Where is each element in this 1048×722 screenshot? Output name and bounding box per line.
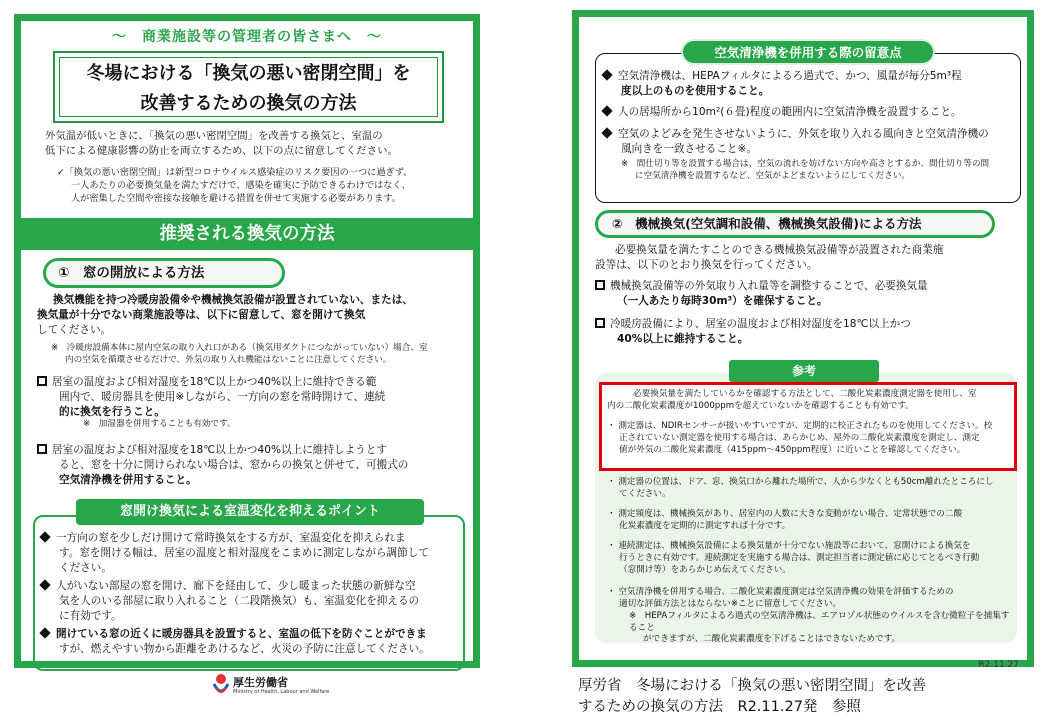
title-frame xyxy=(53,51,444,123)
point-2 xyxy=(41,579,465,623)
bullet-line: 機械換気設備等の外気取り入れ量等を調整することで、必要換気量 xyxy=(610,280,928,292)
section1-title: ① 窓の開放による方法 xyxy=(43,258,285,288)
ministry-emblem-icon xyxy=(211,672,231,698)
point-line: 開けている窓の近くに暖房器具を設置すると、室温の低下を防ぐことができま xyxy=(56,628,427,640)
ministry-logo xyxy=(211,672,331,706)
bullet-line: 40%以上に維持すること。 xyxy=(617,332,749,345)
checkbox-square-icon xyxy=(37,444,47,454)
point-line: す。窓を開ける幅は、居室の温度と相対湿度をこまめに測定しながら調節して xyxy=(59,546,429,559)
main-title-line: 改善するための換気の方法 xyxy=(140,93,357,114)
caption-line: 厚労省 冬場における「換気の悪い密閉空間」を改善 xyxy=(578,678,926,694)
point-1 xyxy=(41,531,465,575)
reference-line: 測定器は、NDIRセンサーが扱いやすいですが、定期的に校正されたものを使用してください。校 xyxy=(618,421,993,431)
section1-bullet-1 xyxy=(37,375,469,431)
greeting-heading: ～ 商業施設等の管理者の皆さまへ ～ xyxy=(112,29,382,45)
recommended-banner: 推奨される換気の方法 xyxy=(21,218,473,250)
point-line: 一方向の窓を少しだけ開けて常時換気をする方が、室温変化を抑えられま xyxy=(56,532,406,544)
intro-text xyxy=(45,129,465,159)
purifier-line: 空気清浄機は、HEPAフィルタによるろ過式で、かつ、風量が毎分5m³程 xyxy=(618,70,962,82)
reference-item-1: ・ 測定器は、NDIRセンサーが扱いやすいですが、定期的に校正されたものを使用してください。校 正されていない測定器を使用する場合は、あらかじめ、屋外の二酸化炭素濃度を測定し、測定 値が外気の二酸化炭素濃度（415ppm～450ppm程度）に近いことを確認してください。 xyxy=(607,421,1011,457)
reference-line: 正されていない測定器を使用する場合は、あらかじめ、屋外の二酸化炭素濃度を測定し、測定 xyxy=(619,432,980,443)
bullet-line: ると、窓を十分に開けられない場合は、窓からの換気と併せて、可搬式の xyxy=(59,458,409,471)
purifier-line: 人の居場所から10m²(６畳)程度の範囲内に空気清浄機を設置すること。 xyxy=(618,106,962,118)
bullet-line: （一人あたり毎時30m³）を確保すること。 xyxy=(617,294,828,307)
purifier-bullet-2 xyxy=(603,105,1021,120)
logo-subtext: Ministry of Health, Labour and Welfare xyxy=(233,689,330,695)
bullet-line: 冷暖房設備により、居室の温度および相対湿度を18℃以上かつ xyxy=(610,318,911,330)
reference-line: 必要換気量を満たしているかを確認する方法として、二酸化炭素濃度測定器を使用し、室 xyxy=(633,389,977,399)
reference-line: てください。 xyxy=(619,488,671,499)
section2-paragraph xyxy=(595,243,1025,273)
section1-footnote xyxy=(51,343,471,367)
point-line: 人がいない部屋の窓を開け、廊下を経由して、少し暖まった状態の新鮮な空 xyxy=(56,580,416,592)
bullet-line: 空気清浄機を併用すること。 xyxy=(59,473,197,486)
diamond-bullet-icon xyxy=(39,579,50,590)
diamond-bullet-icon xyxy=(601,105,612,116)
left-flyer xyxy=(14,14,480,668)
logo-text: 厚生労働省 xyxy=(233,676,288,689)
checkbox-square-icon xyxy=(37,376,47,386)
diamond-bullet-icon xyxy=(39,627,50,638)
purifier-footnote xyxy=(621,159,1019,183)
purifier-bullet-3 xyxy=(603,127,1021,157)
reference-title: 参考 xyxy=(729,360,879,382)
checkbox-square-icon xyxy=(595,280,605,290)
paragraph-line: 設等は、以下のとおり換気を行ってください。 xyxy=(595,258,818,271)
caption-line: するための換気の方法 R2.11.27発 参照 xyxy=(578,699,861,715)
footnote-line: に空気清浄機を設置するなど、空気がよどまないようにしてください。 xyxy=(635,170,911,181)
paragraph-line: 換気機能を持つ冷暖房設備※や機械換気設備が設置されていない、または、 xyxy=(53,294,413,306)
reference-line: （窓開け等）をあらかじめ伝えてください。 xyxy=(619,564,791,575)
reference-line: 測定器の位置は、ドア、窓、換気口から離れた場所で、人から少なくとも50cm離れたところにし xyxy=(618,477,994,487)
note-line: 一人あたりの必要換気量を満たすだけで、感染を確実に予防できるわけではなく、 xyxy=(71,180,411,192)
main-title-line: 冬場における「換気の悪い密閉空間」を xyxy=(86,63,411,84)
reference-line: 値が外気の二酸化炭素濃度（415ppm～450ppm程度）に近いことを確認してください。 xyxy=(619,444,966,455)
points-title: 窓開け換気による室温変化を抑えるポイント xyxy=(76,499,424,525)
reference-line: 測定頻度は、機械換気があり、居室内の人数に大きな変動がない場合、定常状態での二酸 xyxy=(618,509,963,519)
section2-bullet-1 xyxy=(595,279,1025,309)
note-line: 人が密集した空間や密接な接触を避ける措置を併せて実施する必要があります。 xyxy=(71,193,402,205)
reference-item-3: ・ 測定頻度は、機械換気があり、居室内の人数に大きな変動がない場合、定常状態での二酸 化炭素濃度を定期的に測定すれば十分です。 xyxy=(607,509,1011,533)
footnote-line: ※ 間仕切り等を設置する場合は、空気の流れを妨げない方向や高さとするか、間仕切り等の間 xyxy=(621,159,990,169)
diamond-bullet-icon xyxy=(601,69,612,80)
footnote-line: 内の空気を循環させるだけで、外気の取り入れ機能はないことに注意してください。 xyxy=(65,354,392,365)
bullet-footnote: ※ 加湿器を併用することも有効です。 xyxy=(83,419,236,430)
section1-bullet-2 xyxy=(37,443,469,487)
point-line: すが、燃えやすい物から距離をあけるなど、火災の予防に注意してください。 xyxy=(59,642,430,655)
reference-line: 内の二酸化炭素濃度が1000ppmを超えていないかを確認することも有効です。 xyxy=(607,400,914,411)
paragraph-line: してください。 xyxy=(37,323,112,336)
section1-paragraph xyxy=(37,293,467,337)
bullet-line: 居室の温度および相対湿度を18℃以上かつ40%以上に維持できる範 xyxy=(52,376,377,388)
checkbox-square-icon xyxy=(595,318,605,328)
point-line: 気を人のいる部屋に取り入れること（二段階換気）も、室温変化を抑えるの xyxy=(59,594,420,607)
main-title xyxy=(59,57,438,117)
point-line: ください。 xyxy=(59,561,112,574)
reference-item-5: ・ 空気清浄機を併用する場合、二酸化炭素濃度測定は空気清浄機の効果を評価するための 適切な評価方法とはならない※ことに留意してください。 ※ HEPAフィルタによるろ過式の空気清浄機は、エアロゾル状態のウイルスを含む微粒子を捕集すること ができますが、二酸化炭素濃度を下げることはできないためです。 xyxy=(607,587,1010,645)
reference-item-4: ・ 連続測定は、機械換気設備による換気量が十分でない施設等において、窓開けによる換気を 行うときに有効です。連続測定を実施する場合は、測定担当者に測定値に応じてとるべき行動 （窓開け等）をあらかじめ伝えてください。 xyxy=(607,541,1011,577)
reference-footnote: ※ HEPAフィルタによるろ過式の空気清浄機は、エアロゾル状態のウイルスを含む微粒子を捕集すること xyxy=(629,610,1010,633)
source-caption xyxy=(578,676,1038,718)
right-flyer xyxy=(572,10,1034,670)
purifier-line: 度以上のものを使用すること。 xyxy=(621,84,770,97)
footnote-line: ※ 冷暖房設備本体に屋内空気の取り入れ口がある（換気用ダクトにつながっていない）場合、室 xyxy=(51,343,428,353)
reference-footnote: ができますが、二酸化炭素濃度を下げることはできないためです。 xyxy=(643,634,901,645)
reference-lead xyxy=(607,389,1011,413)
paragraph-line: 換気量が十分でない商業施設等は、以下に留意して、窓を開けて換気 xyxy=(37,308,366,321)
bullet-line: 居室の温度および相対湿度を18℃以上かつ40%以上に維持しようとす xyxy=(52,444,387,456)
paragraph-line: 必要換気量を満たすことのできる機械換気設備等が設置された商業施 xyxy=(615,244,944,256)
point-line: に有効です。 xyxy=(59,609,122,622)
reference-line: 化炭素濃度を定期的に測定すれば十分です。 xyxy=(619,520,791,531)
intro-line: 低下による健康影響の防止を両立するため、以下の点に留意してください。 xyxy=(45,145,398,158)
diamond-bullet-icon xyxy=(39,531,50,542)
bullet-line: 囲内で、暖房器具を使用※しながら、一方向の窓を常時開けて、連続 xyxy=(59,390,386,403)
reference-item-2: ・ 測定器の位置は、ドア、窓、換気口から離れた場所で、人から少なくとも50cm離れたところにし てください。 xyxy=(607,477,1011,501)
note-line: ✓「換気の悪い密閉空間」は新型コロナウイルス感染症のリスク要因の一つに過ぎず、 xyxy=(57,167,413,178)
reference-line: 空気清浄機を併用する場合、二酸化炭素濃度測定は空気清浄機の効果を評価するための xyxy=(618,587,954,597)
purifier-line: 空気のよどみを発生させないように、外気を取り入れる風向きと空気清浄機の xyxy=(618,128,989,140)
purifier-bullet-1 xyxy=(603,69,1021,99)
bullet-line: 的に換気を行うこと。 xyxy=(59,405,165,418)
purifier-title: 空気清浄機を併用する際の留意点 xyxy=(681,39,935,65)
section2-title: ② 機械換気(空気調和設備、機械換気設備)による方法 xyxy=(595,210,995,238)
purifier-line: 風向きを一致させること※。 xyxy=(621,142,758,155)
intro-line: 外気温が低いときに、「換気の悪い密閉空間」を改善する換気と、室温の xyxy=(45,130,383,142)
point-3 xyxy=(41,627,465,657)
covid-note xyxy=(43,166,467,205)
diamond-bullet-icon xyxy=(601,127,612,138)
section2-bullet-2 xyxy=(595,317,1025,347)
reference-line: 適切な評価方法とはならない※ことに留意してください。 xyxy=(619,598,842,609)
reference-line: 連続測定は、機械換気設備による換気量が十分でない施設等において、窓開けによる換気を xyxy=(618,541,971,551)
issue-date: R2.11.27 xyxy=(978,660,1019,670)
reference-line: 行うときに有効です。連続測定を実施する場合は、測定担当者に測定値に応じてとるべき行動 xyxy=(619,552,980,563)
